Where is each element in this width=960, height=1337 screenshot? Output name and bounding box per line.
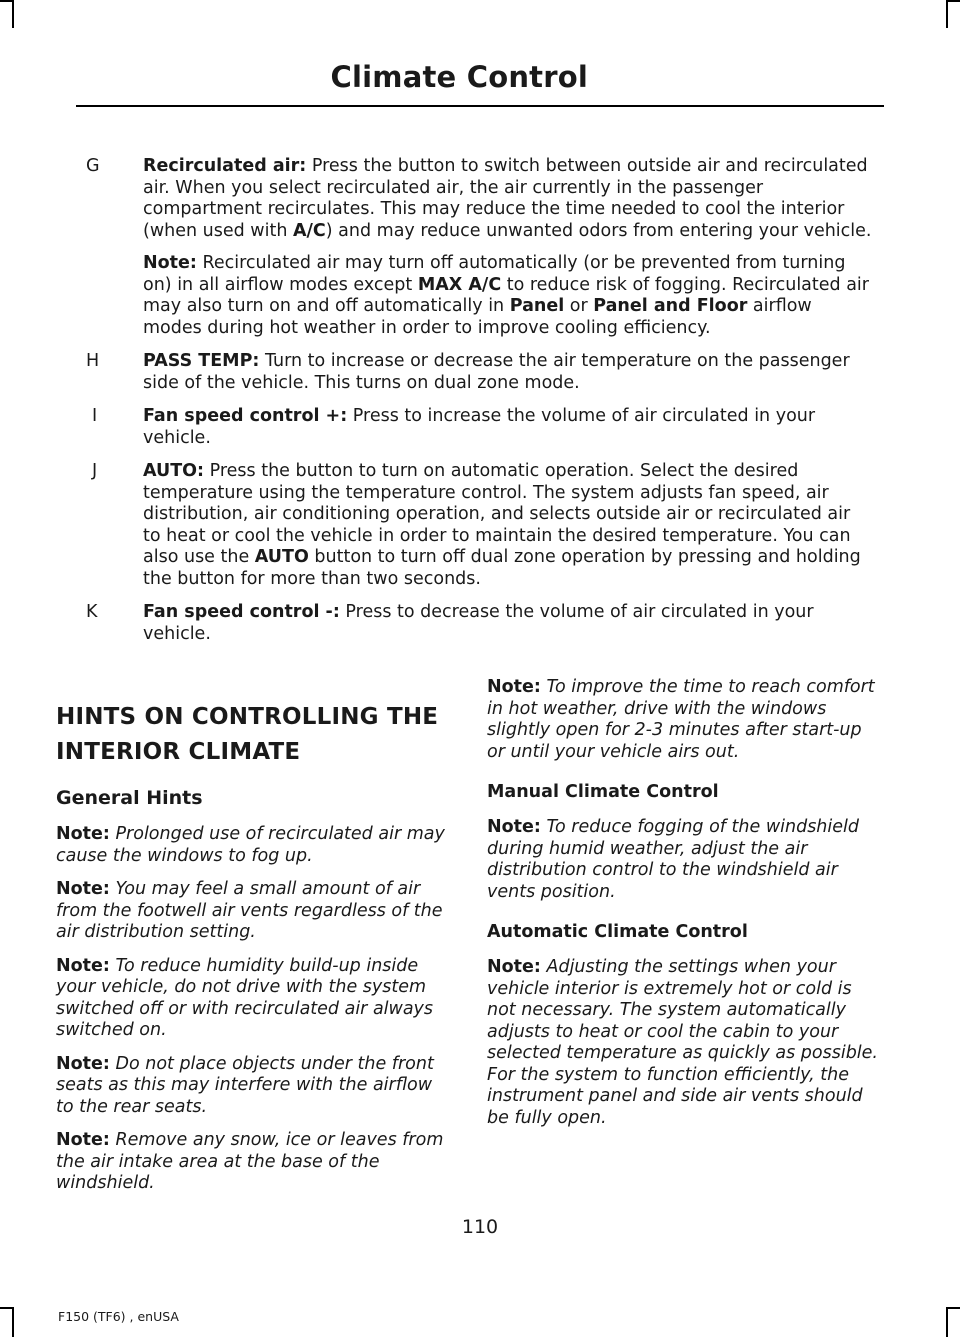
- note-paragraph: [487, 817, 882, 903]
- item-paragraph: [143, 156, 873, 242]
- definition-row: [76, 461, 876, 590]
- text-run: ) and may reduce unwanted odors from entering your vehicle.: [325, 220, 872, 241]
- section-heading: [56, 700, 448, 770]
- crop-mark: [946, 1307, 948, 1337]
- item-letter: G: [86, 156, 100, 176]
- general-notes-list: [56, 824, 448, 1195]
- crop-mark: [0, 1307, 14, 1309]
- bold-term: Panel and Floor: [593, 296, 748, 316]
- text-run: Press the button to turn on automatic operation. Select the desired temperature using the temperature control. The system adjusts fan speed, air distribution, air conditioning operation, and selects outside air or recirculated air to heat or cool the vehicle in order to maintain the desired temperature. You can also use the: [143, 461, 851, 567]
- bold-term: Note:: [143, 253, 197, 273]
- manual-climate-heading: Manual Climate Control: [487, 782, 719, 802]
- item-paragraph: [143, 602, 873, 645]
- item-description: [143, 156, 873, 339]
- item-description: [143, 602, 873, 645]
- text-run: to reduce risk of fogging. Recirculated air may also turn on and off automatically in: [143, 274, 869, 316]
- item-letter: H: [86, 351, 100, 371]
- note-text: To reduce humidity build-up inside your vehicle, do not drive with the system switched off or with recirculated air always switched on.: [56, 955, 434, 1040]
- general-note: [56, 1130, 448, 1195]
- crop-mark: [12, 0, 14, 28]
- right-column: [487, 677, 882, 1141]
- bold-term: Fan speed control -:: [143, 602, 340, 622]
- item-paragraph: [143, 253, 873, 339]
- general-hints-heading: General Hints: [56, 787, 203, 809]
- bold-term: PASS TEMP:: [143, 351, 260, 371]
- bold-term: Recirculated air:: [143, 156, 307, 176]
- bold-term: AUTO: [254, 547, 309, 567]
- item-description: [143, 406, 873, 449]
- note-label: Note:: [56, 824, 110, 844]
- note-paragraph: [487, 957, 882, 1129]
- crop-mark: [946, 0, 948, 28]
- item-paragraph: [143, 351, 873, 394]
- general-note: [56, 824, 448, 867]
- control-definition-list: [76, 156, 876, 657]
- definition-row: [76, 156, 876, 339]
- section-heading-line-1: HINTS ON CONTROLLING THE: [56, 704, 439, 730]
- page-title: Climate Control: [330, 60, 588, 94]
- definition-row: [76, 602, 876, 645]
- item-paragraph: [143, 461, 873, 590]
- crop-mark: [946, 0, 960, 2]
- definition-row: [76, 406, 876, 449]
- note-label: Note:: [56, 1130, 110, 1150]
- page-number: 110: [461, 1216, 499, 1238]
- bold-term: Fan speed control +:: [143, 406, 348, 426]
- note-text: Adjusting the settings when your vehicle interior is extremely hot or cold is not necessary. The system automatically adjusts to heat or cool the cabin to your selected temperature as quickly as possible. For the system to function efficiently, the instrument panel and side air vents should be fully open.: [487, 957, 878, 1128]
- note-text: Prolonged use of recirculated air may cause the windows to fog up.: [56, 824, 445, 866]
- automatic-climate-heading: Automatic Climate Control: [487, 922, 748, 942]
- note-text: Do not place objects under the front seats as this may interfere with the airflow to the rear seats.: [56, 1053, 434, 1117]
- note-label: Note:: [56, 955, 110, 976]
- item-paragraph: [143, 406, 873, 449]
- definition-row: [76, 351, 876, 394]
- document-id: F150 (TF6) , enUSA: [58, 1309, 179, 1324]
- note-text: To improve the time to reach comfort in hot weather, drive with the windows slightly open for 2-3 minutes after start-up or until your vehicle airs out.: [487, 677, 875, 762]
- note-text: You may feel a small amount of air from the footwell air vents regardless of the air distribution setting.: [56, 879, 443, 942]
- text-run: button to turn off dual zone operation by pressing and holding the button for more than two seconds.: [143, 547, 861, 589]
- text-run: or: [564, 296, 594, 316]
- crop-mark: [946, 1307, 960, 1309]
- note-paragraph: [487, 677, 882, 763]
- bold-term: MAX A/C: [417, 274, 502, 295]
- bold-term: A/C: [293, 220, 326, 241]
- item-letter: I: [92, 406, 98, 426]
- note-text: Remove any snow, ice or leaves from the air intake area at the base of the windshield.: [56, 1130, 444, 1193]
- section-heading-line-2: INTERIOR CLIMATE: [56, 739, 301, 765]
- note-label: Note:: [56, 879, 110, 899]
- general-note: [56, 1054, 448, 1119]
- item-letter: K: [86, 602, 98, 622]
- text-run: Press to decrease the volume of air circulated in your vehicle.: [143, 602, 814, 644]
- item-description: [143, 351, 873, 394]
- item-letter: J: [92, 461, 98, 481]
- text-run: Press the button to switch between outside air and recirculated air. When you select recirculated air, the air currently in the passenger compartment recirculates. This may reduce the time needed to cool the interior (when used with: [143, 156, 868, 241]
- text-run: Recirculated air may turn off automatically (or be prevented from turning on) in all airflow modes except: [143, 253, 846, 295]
- text-run: airflow modes during hot weather in order to improve cooling efficiency.: [143, 296, 812, 338]
- header-rule: [76, 105, 884, 107]
- note-text: To reduce fogging of the windshield during humid weather, adjust the air distribution control to the windshield air vents position.: [487, 817, 859, 902]
- note-label: Note:: [487, 957, 541, 977]
- text-run: Turn to increase or decrease the air temperature on the passenger side of the vehicle. This turns on dual zone mode.: [143, 351, 850, 393]
- crop-mark: [12, 1307, 14, 1337]
- note-label: Note:: [56, 1053, 110, 1074]
- item-description: [143, 461, 873, 590]
- left-column: [56, 700, 448, 1207]
- note-label: Note:: [487, 677, 541, 697]
- bold-term: Panel: [509, 296, 565, 316]
- general-note: [56, 879, 448, 944]
- general-note: [56, 956, 448, 1042]
- note-label: Note:: [487, 817, 541, 837]
- text-run: Press to increase the volume of air circulated in your vehicle.: [143, 406, 816, 448]
- bold-term: AUTO:: [143, 461, 205, 481]
